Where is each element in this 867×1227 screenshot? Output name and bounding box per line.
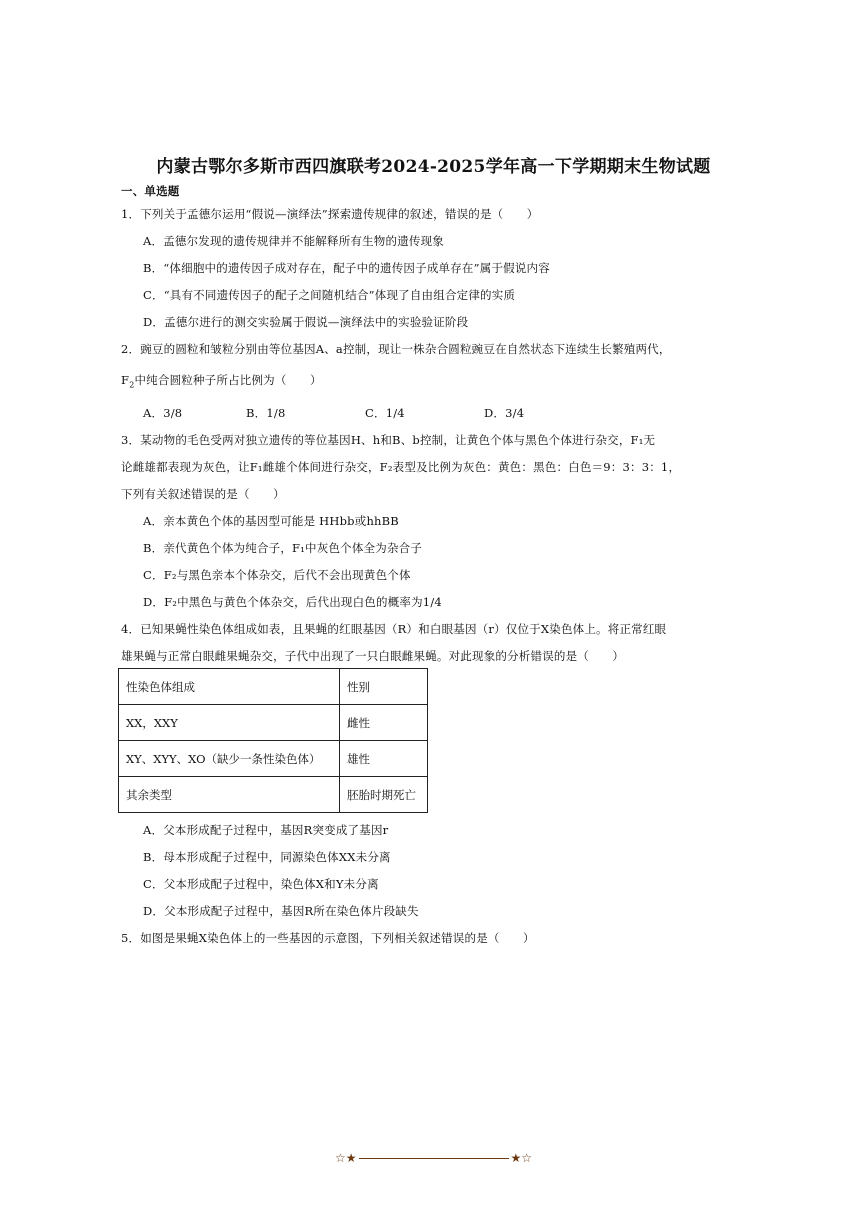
star-icon: ★☆	[510, 1151, 533, 1165]
question-5-stem: 5．如图是果蝇X染色体上的一些基因的示意图，下列相关叙述错误的是（ ）	[121, 931, 535, 945]
footer-ornament	[0, 1152, 867, 1164]
question-3-line-1: 3．某动物的毛色受两对独立遗传的等位基因H、h和B、b控制，让黄色个体与黑色个体进行杂交，F₁无	[121, 433, 656, 447]
question-4-option-a: A．父本形成配子过程中，基因R突变成了基因r	[143, 823, 389, 837]
f2-letter: F	[121, 373, 130, 387]
footer-divider	[359, 1158, 509, 1159]
question-2-line-2-text: 中纯合圆粒种子所占比例为（ ）	[134, 373, 322, 387]
table-header-cell: 性别	[340, 669, 428, 705]
table-cell: XX，XXY	[119, 705, 340, 741]
question-1-option-a: A．孟德尔发现的遗传规律并不能解释所有生物的遗传现象	[143, 234, 445, 248]
question-3-line-3: 下列有关叙述错误的是（ ）	[121, 487, 285, 501]
question-3-option-d: D．F₂中黑色与黄色个体杂交，后代出现白色的概率为1/4	[143, 595, 442, 609]
question-1-option-b: B．“体细胞中的遗传因子成对存在，配子中的遗传因子成单存在”属于假说内容	[143, 261, 550, 275]
question-3-option-a: A．亲本黄色个体的基因型可能是 HHbb或hhBB	[143, 514, 399, 528]
table-row	[119, 705, 428, 741]
table-cell: 其余类型	[119, 777, 340, 813]
table-row	[119, 777, 428, 813]
star-icon: ☆★	[334, 1151, 357, 1165]
section-heading: 一、单选题	[121, 184, 180, 198]
table-cell: 雄性	[340, 741, 428, 777]
question-1-stem: 1．下列关于孟德尔运用“假说—演绎法”探索遗传规律的叙述，错误的是（ ）	[121, 207, 539, 221]
question-1-option-c: C．“具有不同遗传因子的配子之间随机结合”体现了自由组合定律的实质	[143, 288, 516, 302]
question-4-line-1: 4．已知果蝇性染色体组成如表，且果蝇的红眼基因（R）和白眼基因（r）仅位于X染色体上。将正常红眼	[121, 622, 667, 636]
sex-chromosome-table	[118, 668, 428, 813]
table-cell: 胚胎时期死亡	[340, 777, 428, 813]
question-3-line-2: 论雌雄都表现为灰色，让F₁雌雄个体间进行杂交，F₂表型及比例为灰色：黄色：黑色：白色＝9：3：3：1，	[121, 460, 681, 474]
table-row	[119, 741, 428, 777]
question-2-option-c: C．1/4	[365, 406, 405, 420]
question-4-option-c: C．父本形成配子过程中，染色体X和Y未分离	[143, 877, 379, 891]
question-2-line-2	[121, 372, 322, 389]
question-3-option-c: C．F₂与黑色亲本个体杂交，后代不会出现黄色个体	[143, 568, 411, 582]
question-2-option-b: B．1/8	[246, 406, 286, 420]
table-cell: 雌性	[340, 705, 428, 741]
f2-subscript: 2	[129, 380, 135, 390]
table-header-cell: 性染色体组成	[119, 669, 340, 705]
question-3-option-b: B．亲代黄色个体为纯合子，F₁中灰色个体全为杂合子	[143, 541, 423, 555]
question-1-option-d: D．孟德尔进行的测交实验属于假说—演绎法中的实验验证阶段	[143, 315, 469, 329]
question-2-option-d: D．3/4	[484, 406, 525, 420]
table-cell: XY、XYY、XO（缺少一条性染色体）	[119, 741, 340, 777]
question-4-option-b: B．母本形成配子过程中，同源染色体XX未分离	[143, 850, 391, 864]
page-title: 内蒙古鄂尔多斯市西四旗联考2024-2025学年高一下学期期末生物试题	[156, 157, 711, 177]
question-4-line-2: 雄果蝇与正常白眼雌果蝇杂交，子代中出现了一只白眼雌果蝇。对此现象的分析错误的是（ ）	[121, 649, 625, 663]
question-4-option-d: D．父本形成配子过程中，基因R所在染色体片段缺失	[143, 904, 419, 918]
table-row	[119, 669, 428, 705]
question-2-line-1: 2．豌豆的圆粒和皱粒分别由等位基因A、a控制，现让一株杂合圆粒豌豆在自然状态下连续生长繁殖两代，	[121, 342, 671, 356]
question-2-option-a: A．3/8	[143, 406, 183, 420]
